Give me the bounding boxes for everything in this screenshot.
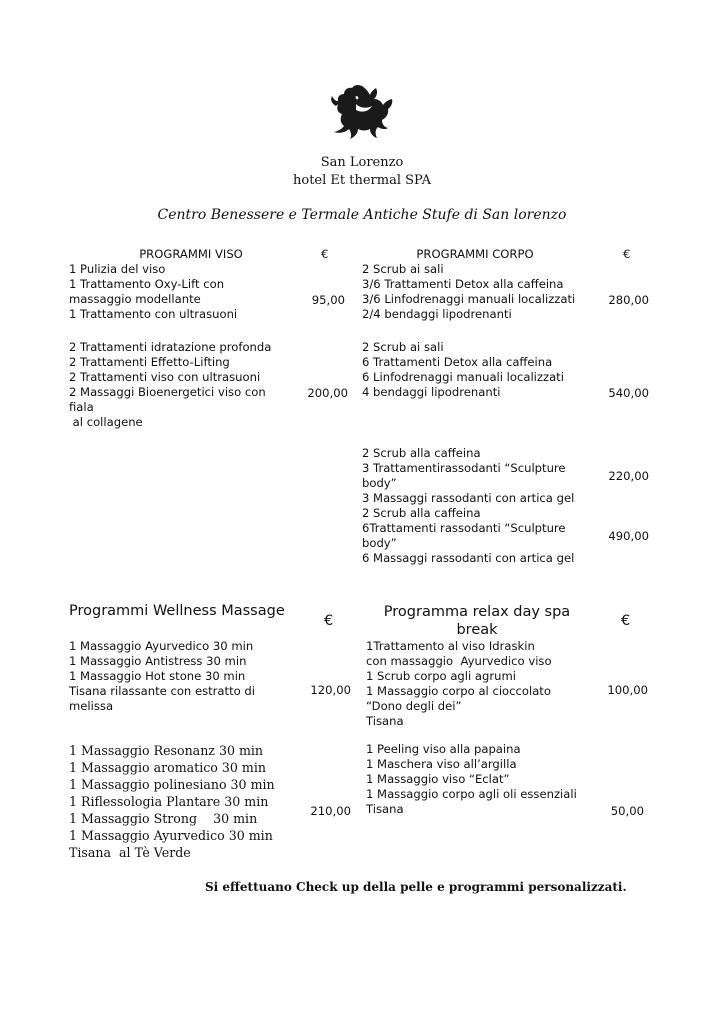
list-item: massaggio modellante [69,292,201,306]
list-item: 2 Trattamenti Effetto-Lifting [69,355,230,369]
wellness-currency: € [324,613,334,629]
list-item: 1 Peeling viso alla papaina [366,742,521,756]
corpo-price-3: 220,00 [608,469,649,483]
list-item: 3 Trattamentirassodanti “Sculpture [362,461,566,475]
viso-currency: € [321,247,329,261]
hotel-subtitle: hotel Et thermal SPA [293,173,431,188]
list-item: 1 Massaggio corpo al cioccolato [366,684,551,698]
wellness-price-2: 210,00 [310,804,351,818]
list-item: 3/6 Trattamenti Detox alla caffeina [362,277,564,291]
list-item: 1 Massaggio aromatico 30 min [69,760,266,775]
list-item: 1 Pulizia del viso [69,262,166,276]
list-item: 1 Massaggio viso “Eclat” [366,772,510,786]
list-item: 1 Massaggio Resonanz 30 min [69,743,264,758]
list-item: con massaggio Ayurvedico viso [366,654,552,668]
list-item: 4 bendaggi lipodrenanti [362,385,501,399]
list-item: 1 Trattamento con ultrasuoni [69,307,238,321]
list-item: Tisana [366,714,404,728]
viso-price-2: 200,00 [307,386,348,400]
list-item: 2 Trattamenti viso con ultrasuoni [69,370,261,384]
corpo-currency: € [623,247,631,261]
relax-block-2 [366,742,596,817]
hotel-name: San Lorenzo [320,155,404,170]
list-item: 1 Massaggio Ayurvedico 30 min [69,828,273,843]
list-item: 1 Trattamento Oxy-Lift con [69,277,225,291]
corpo-price-2: 540,00 [608,386,649,400]
list-item: 6 Trattamenti Detox alla caffeina [362,355,553,369]
list-item: 2 Scrub ai sali [362,340,444,354]
footer-note: Si effettuano Check up della pelle e programmi personalizzati. [205,880,627,894]
corpo-price-1: 280,00 [608,293,649,307]
list-item: 1 Maschera viso all’argilla [366,757,517,771]
list-item: body” [362,476,397,490]
relax-title [362,603,592,639]
viso-title: PROGRAMMI VISO [139,247,243,261]
relax-block-1 [366,639,592,729]
list-item: 2 Trattamenti idratazione profonda [69,340,272,354]
list-item: Tisana al Tè Verde [69,845,191,860]
dragon-logo [328,82,394,140]
viso-price-1: 95,00 [311,293,345,307]
corpo-block-1 [362,262,594,322]
list-item: 1 Scrub corpo agli agrumi [366,669,517,683]
wellness-price-1: 120,00 [310,683,351,697]
list-item: 6 Linfodrenaggi manuali localizzati [362,370,564,384]
corpo-block-4 [362,506,588,566]
list-item: 6 Massaggi rassodanti con artica gel [362,551,575,565]
corpo-block-2 [362,340,594,400]
spa-tagline: Centro Benessere e Termale Antiche Stufe di San lorenzo [157,207,567,223]
relax-title-line-1: Programma relax day spa [383,604,571,620]
relax-title-line-2: break [456,622,498,638]
list-item: “Dono degli dei” [366,699,462,713]
list-item: melissa [69,699,114,713]
viso-block-1 [69,262,299,322]
list-item: 1 Massaggio Antistress 30 min [69,654,247,668]
list-item: fiala [69,400,94,414]
list-item: al collagene [69,415,143,429]
list-item: 1Trattamento al viso Idraskin [366,639,535,653]
list-item: 3 Massaggi rassodanti con artica gel [362,491,575,505]
list-item: body” [362,536,397,550]
wellness-block-2 [69,742,301,861]
list-item: 2 Scrub alla caffeina [362,446,481,460]
relax-price-1: 100,00 [607,683,648,697]
list-item: 1 Massaggio polinesiano 30 min [69,777,275,792]
list-item: Tisana [366,802,404,816]
list-item: 1 Massaggio Strong 30 min [69,811,258,826]
list-item: 2 Massaggi Bioenergetici viso con [69,385,266,399]
viso-block-2 [69,340,293,430]
list-item: 2/4 bendaggi lipodrenanti [362,307,512,321]
list-item: 6Trattamenti rassodanti “Sculpture [362,521,566,535]
list-item: 1 Massaggio Hot stone 30 min [69,669,246,683]
relax-currency: € [621,613,631,629]
list-item: 3/6 Linfodrenaggi manuali localizzati [362,292,576,306]
list-item: 2 Scrub alla caffeina [362,506,481,520]
corpo-block-3 [362,446,588,506]
list-item: Tisana rilassante con estratto di [69,684,255,698]
wellness-block-1 [69,639,301,714]
relax-price-2: 50,00 [610,804,644,818]
list-item: 2 Scrub ai sali [362,262,444,276]
list-item: 1 Riflessologia Plantare 30 min [69,794,269,809]
list-item: 1 Massaggio Ayurvedico 30 min [69,639,254,653]
list-item: 1 Massaggio corpo agli oli essenziali [366,787,577,801]
corpo-price-4: 490,00 [608,529,649,543]
wellness-title: Programmi Wellness Massage [69,603,285,619]
corpo-title: PROGRAMMI CORPO [416,247,534,261]
